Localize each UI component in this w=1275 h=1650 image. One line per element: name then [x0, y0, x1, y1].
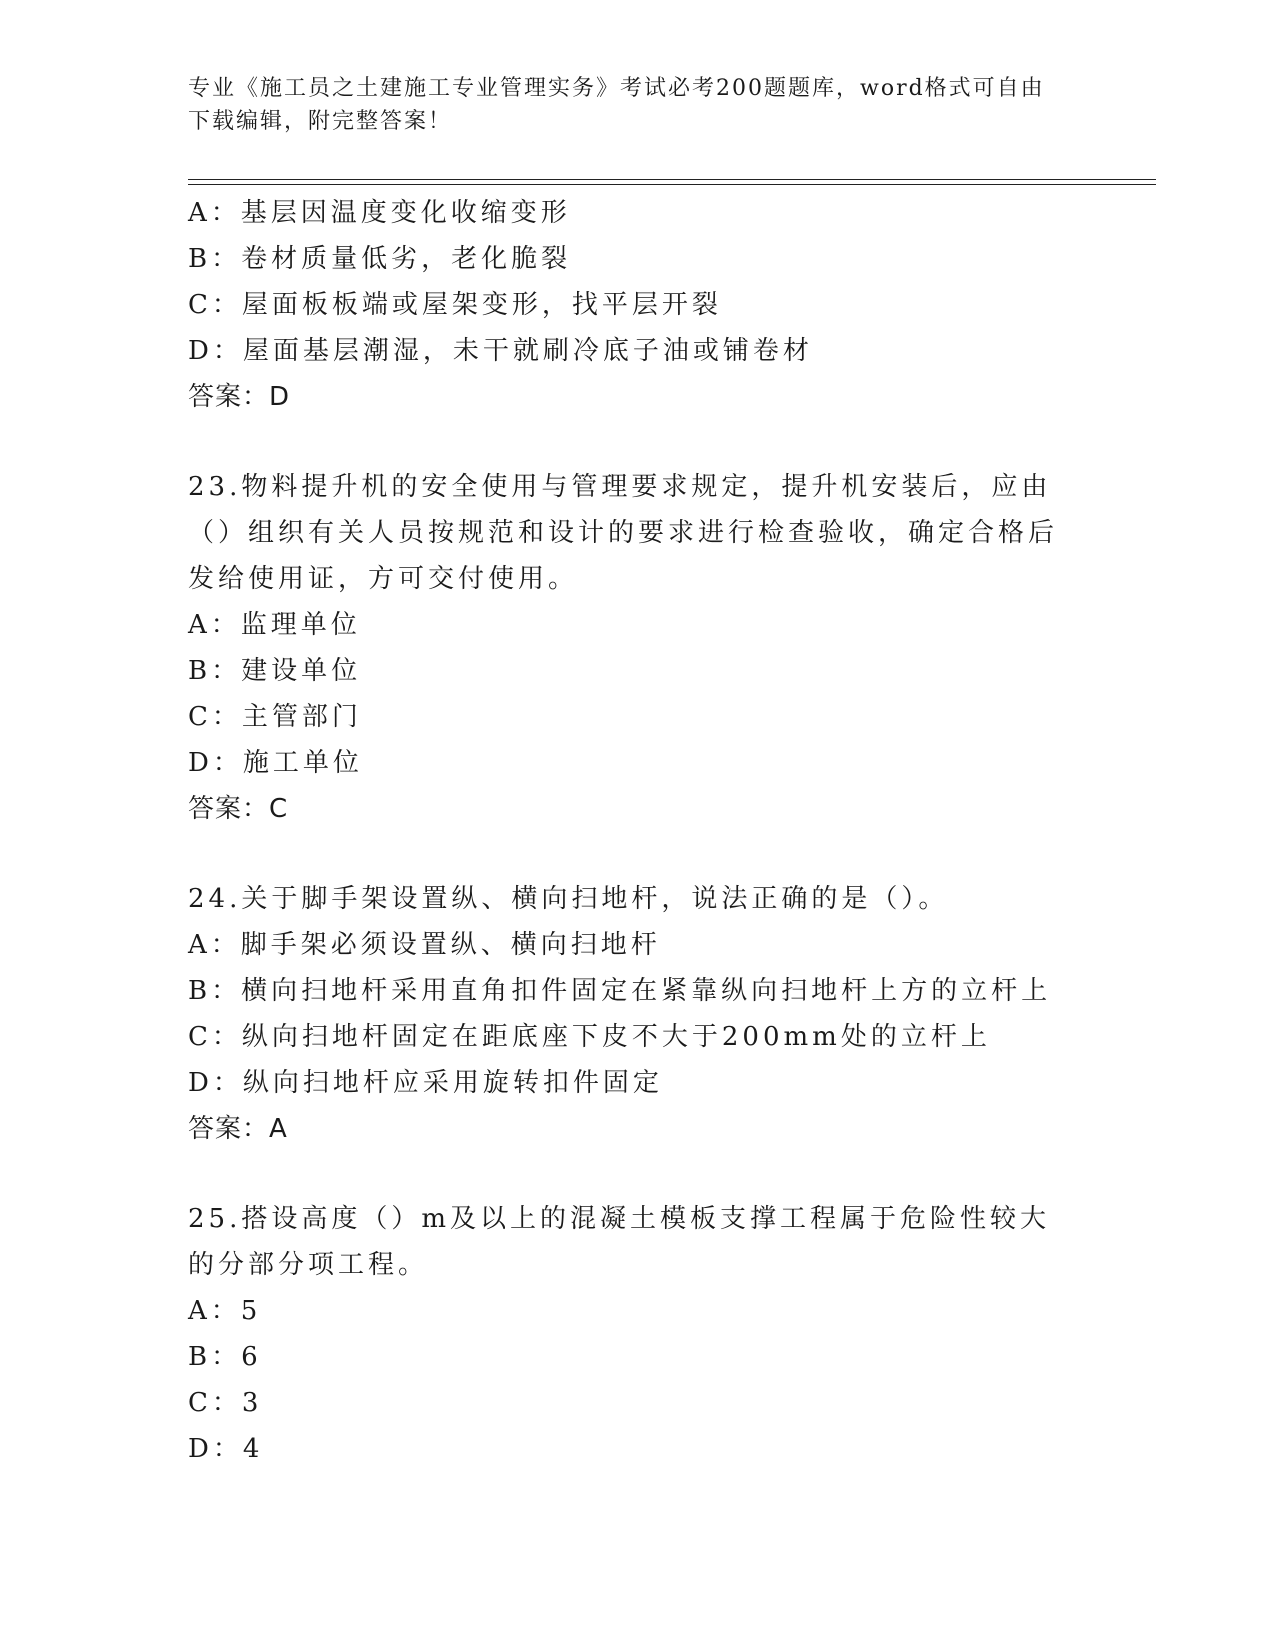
question-22-continued: [188, 190, 1068, 420]
option-b: B：建设单位: [188, 656, 362, 686]
question-text: 23.物料提升机的安全使用与管理要求规定，提升机安装后，应由（）组织有关人员按规范和设计的要求进行检查验收，确定合格后发给使用证，方可交付使用。: [188, 472, 1059, 594]
question-24: [188, 876, 1068, 1152]
option-a: A：基层因温度变化收缩变形: [188, 198, 571, 228]
option-b: B：6: [188, 1342, 262, 1372]
option-d: D：4: [188, 1434, 264, 1464]
document-body: [188, 190, 1068, 1472]
option-a: A：监理单位: [188, 610, 361, 640]
document-header: 专业《施工员之土建施工专业管理实务》考试必考200题题库，word格式可自由下载编辑，附完整答案！: [188, 76, 1045, 134]
header-rule-top: [188, 179, 1156, 180]
option-d: D：施工单位: [188, 748, 363, 778]
option-d: D：纵向扫地杆应采用旋转扣件固定: [188, 1068, 663, 1098]
answer: 答案：D: [188, 382, 291, 412]
option-c: C：主管部门: [188, 702, 362, 732]
question-text: 24.关于脚手架设置纵、横向扫地杆，说法正确的是（）。: [188, 884, 949, 914]
option-c: C：屋面板板端或屋架变形，找平层开裂: [188, 290, 722, 320]
option-c: C：3: [188, 1388, 263, 1418]
header-rule-bottom: [188, 184, 1156, 185]
question-25: [188, 1196, 1068, 1472]
option-c: C：纵向扫地杆固定在距底座下皮不大于200mm处的立杆上: [188, 1022, 991, 1052]
question-23: [188, 464, 1068, 832]
answer: 答案：A: [188, 1114, 288, 1144]
question-text: 25.搭设高度（）m及以上的混凝土模板支撑工程属于危险性较大的分部分项工程。: [188, 1204, 1051, 1280]
option-a: A：5: [188, 1296, 262, 1326]
answer: 答案：C: [188, 794, 289, 824]
option-b: B：卷材质量低劣，老化脆裂: [188, 244, 572, 274]
option-d: D：屋面基层潮湿，未干就刷冷底子油或铺卷材: [188, 336, 813, 366]
option-a: A：脚手架必须设置纵、横向扫地杆: [188, 930, 661, 960]
option-b: B：横向扫地杆采用直角扣件固定在紧靠纵向扫地杆上方的立杆上: [188, 976, 1052, 1006]
